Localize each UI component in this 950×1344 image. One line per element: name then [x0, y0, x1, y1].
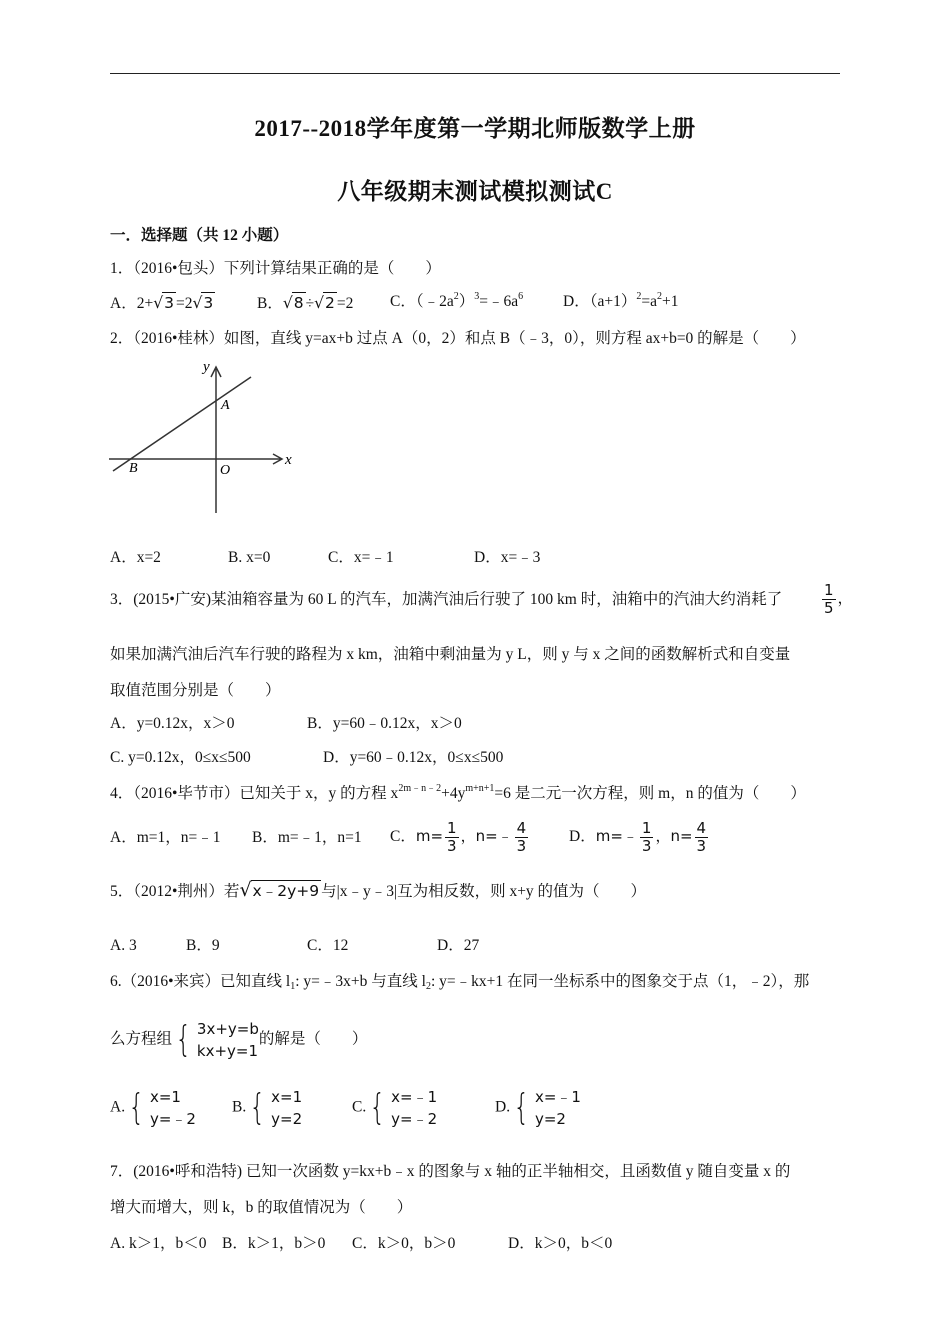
- q1-stem: 1．（2016•包头）下列计算结果正确的是（ ）: [110, 260, 441, 277]
- q1-option-a[interactable]: A．2+√3 =2√3: [110, 294, 214, 312]
- q3-option-d[interactable]: D．y=60﹣0.12x，0≤x≤500: [323, 749, 504, 766]
- q4-stem: 4．（2016•毕节市）已知关于 x，y 的方程 $x^{2m﹣n﹣2}+4y^{m+n+1}=6$ 是二元一次方程，则 m，n 的值为（ ）: [110, 783, 806, 802]
- q6-option-d[interactable]: D. { x=﹣1 y=2: [495, 1087, 581, 1128]
- q3-stem-line-2: 如果加满汽油后汽车行驶的路程为 x km，油箱中剩油量为 y L，则 y 与 x 之间的函数解析式和自变量: [110, 646, 791, 663]
- q1-option-b[interactable]: B．√8 ÷√2 =2: [257, 294, 354, 312]
- q2-option-a[interactable]: A．x=2: [110, 549, 161, 566]
- q5-option-d[interactable]: D．27: [437, 937, 480, 954]
- q5-stem: 5．（2012•荆州）若√x﹣2y+9 与|x﹣y﹣3|互为相反数，则 x+y 的值为（ ）: [110, 879, 647, 901]
- q3-option-a[interactable]: A．y=0.12x，x＞0: [110, 715, 235, 732]
- q2-y-label: y: [203, 359, 210, 375]
- q6-option-a[interactable]: A. { x=1 y=﹣2: [110, 1087, 196, 1128]
- q2-point-a-label: A: [221, 398, 230, 413]
- q5-option-b[interactable]: B．9: [186, 937, 220, 954]
- q7-stem-line-1: 7．(2016•呼和浩特) 已知一次函数 y=kx+b﹣x 的图象与 x 轴的正半轴相交，且函数值 y 随自变量 x 的: [110, 1163, 791, 1180]
- q2-stem: 2．（2016•桂林）如图，直线 y=ax+b 过点 A（0，2）和点 B（﹣3，0），则方程 ax+b=0 的解是（ ）: [110, 330, 806, 347]
- q3-stem-line-3: 取值范围分别是（ ）: [110, 682, 281, 699]
- q3-fraction: $\frac{1}{5}$ ，: [824, 581, 854, 617]
- q2-option-d[interactable]: D．x=﹣3: [474, 549, 541, 566]
- q6-equation-system: { 3x+y=b kx+y=1: [175, 1019, 259, 1060]
- q2-line: [113, 377, 251, 471]
- q7-option-b[interactable]: B．k＞1，b＞0: [222, 1235, 326, 1252]
- q2-option-c[interactable]: C．x=﹣1: [328, 549, 394, 566]
- q5-option-a[interactable]: A. 3: [110, 937, 137, 954]
- q7-option-d[interactable]: D．k＞0，b＜0: [508, 1235, 613, 1252]
- q6-option-b[interactable]: B. { x=1 y=2: [232, 1087, 303, 1128]
- q6-option-c[interactable]: C. { x=﹣1 y=﹣2: [352, 1087, 438, 1128]
- q2-point-b-label: B: [129, 461, 138, 476]
- q4-option-c[interactable]: C．m= $\frac{1}{3}$ ，n=﹣ $\frac{4}{3}$: [390, 819, 527, 855]
- title-line-1: 2017--2018学年度第一学期北师版数学上册: [254, 116, 696, 141]
- section-heading: 一．选择题（共 12 小题）: [110, 227, 289, 244]
- q1-option-c[interactable]: C．$(﹣2a^2)^3=﹣6a^6$: [390, 291, 524, 310]
- q2-origin-label: O: [220, 463, 231, 478]
- q6-stem-line-2: 么方程组 { 3x+y=b kx+y=1 的解是（ ）: [110, 1019, 368, 1060]
- q7-stem-line-2: 增大而增大，则 k，b 的取值情况为（ ）: [110, 1199, 413, 1216]
- header-rule: [110, 73, 840, 74]
- q3-option-c[interactable]: C. y=0.12x，0≤x≤500: [110, 749, 251, 766]
- q2-x-label: x: [285, 452, 292, 468]
- q6-stem-line-1: 6.（2016•来宾）已知直线 $l_1$: y=﹣3x+b 与直线 $l_2$: y=﹣kx+1 在同一坐标系中的图象交于点（1，﹣2），那: [110, 973, 810, 992]
- q1-option-d[interactable]: D．$(a+1)^2=a^2+1$: [563, 291, 679, 310]
- q3-stem-line-1: 3．(2015•广安)某油箱容量为 60 L 的汽车，加满汽油后行驶了 100 km 时，油箱中的汽油大约消耗了: [110, 591, 783, 608]
- q4-option-b[interactable]: B．m=﹣1，n=1: [252, 829, 362, 846]
- q3-option-b[interactable]: B．y=60﹣0.12x，x＞0: [307, 715, 462, 732]
- q5-option-c[interactable]: C．12: [307, 937, 349, 954]
- q7-option-a[interactable]: A. k＞1，b＜0: [110, 1235, 207, 1252]
- q4-option-a[interactable]: A．m=1，n=﹣1: [110, 829, 221, 846]
- q2-option-b[interactable]: B. x=0: [228, 549, 271, 566]
- q4-option-d[interactable]: D．m=﹣ $\frac{1}{3}$ ，n= $\frac{4}{3}$: [569, 819, 707, 855]
- title-line-2: 八年级期末测试模拟测试C: [337, 179, 613, 204]
- q7-option-c[interactable]: C．k＞0，b＞0: [352, 1235, 456, 1252]
- q2-graph: [105, 355, 305, 520]
